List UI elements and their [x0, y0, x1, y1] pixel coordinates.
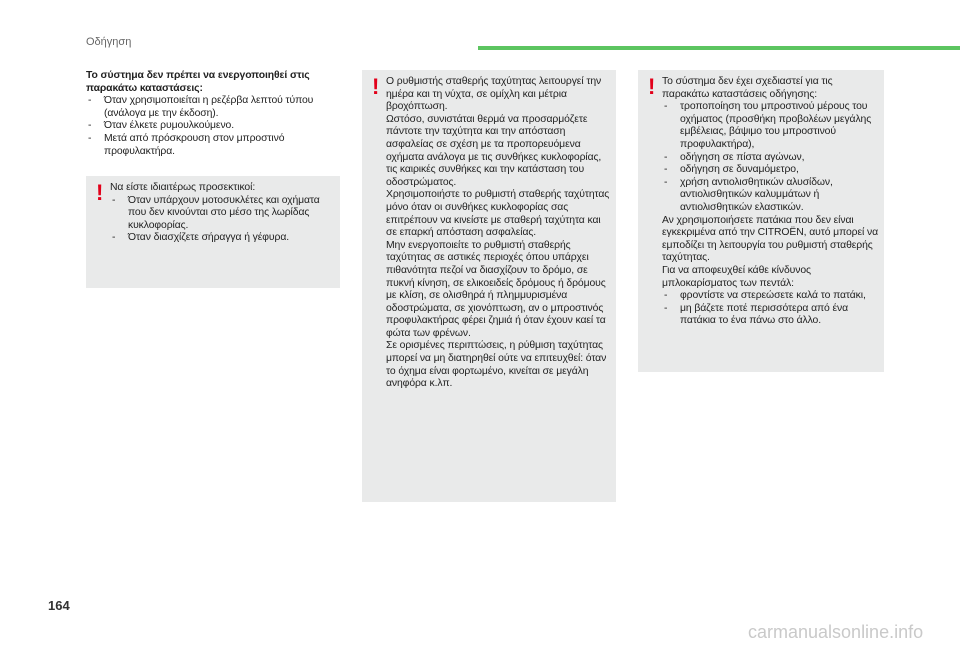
warning-box-caution [86, 176, 340, 288]
warning-box-limitations [638, 70, 884, 372]
warning-paragraph: Αν χρησιμοποιήσετε πατάκια που δεν είναι εγκεκριμένα από την CITROËN, αυτό μπορεί να εμποδίζει τη λειτουργία του ρυθμιστή σταθερής ταχύτητας. [662, 214, 879, 264]
intro-list [86, 95, 342, 158]
list-item: - Όταν διασχίζετε σήραγγα ή γέφυρα. [110, 232, 336, 245]
warning-lead: Το σύστημα δεν έχει σχεδιαστεί για τις παρακάτω καταστάσεις οδήγησης: [662, 76, 833, 100]
list-item: - Όταν υπάρχουν μοτοσυκλέτες και οχήματα που δεν κινούνται στο μέσο της λωρίδας κυκλοφορίας. [110, 195, 336, 233]
warning-paragraph: Για να αποφευχθεί κάθε κίνδυνος μπλοκαρίσματος των πεντάλ: [662, 264, 811, 289]
warning-paragraph: Χρησιμοποιήστε το ρυθμιστή σταθερής ταχύτητας μόνο όταν οι συνθήκες κυκλοφορίας σας επιτρέπουν να κινείστε με σταθερή ταχύτητα και σε επαρκή απόσταση ασφαλείας. [386, 189, 610, 239]
page-number: 164 [48, 598, 70, 613]
warning-content [110, 182, 336, 245]
watermark: carmanualsonline.info [748, 622, 924, 642]
intro-heading: Το σύστημα δεν πρέπει να ενεργοποιηθεί στις παρακάτω καταστάσεις: [86, 70, 310, 94]
list-item: - οδήγηση σε δυναμόμετρο, [662, 164, 882, 177]
list-item: - Όταν χρησιμοποιείται η ρεζέρβα λεπτού τύπου (ανάλογα με την έκδοση). [86, 95, 342, 120]
warning-paragraph: Σε ορισμένες περιπτώσεις, η ρύθμιση ταχύτητας μπορεί να μη διατηρηθεί ούτε να επιτευχθεί: όταν το όχημα είναι φορτωμένο, κινείται σε μεγάλη ανηφόρα κ.λπ. [386, 340, 607, 390]
list-item: - φροντίστε να στερεώσετε καλά το πατάκι, [662, 290, 882, 303]
list-item: - τροποποίηση του μπροστινού μέρους του οχήματος (προσθήκη προβολέων μεγάλης εμβέλειας, βάψιμο του μπροστινού προφυλακτήρα), [662, 101, 882, 151]
warning-lead: Να είστε ιδιαιτέρως προσεκτικοί: [110, 182, 256, 193]
warning-list [662, 290, 882, 328]
section-accent-bar [478, 46, 960, 50]
warning-list [110, 195, 336, 245]
warning-content [662, 76, 882, 328]
exclamation-icon: ! [96, 180, 104, 205]
section-title: Οδήγηση [86, 36, 132, 48]
list-item: - Μετά από πρόσκρουση στον μπροστινό προφυλακτήρα. [86, 133, 342, 158]
exclamation-icon: ! [372, 74, 380, 99]
intro-block [86, 70, 342, 158]
warning-content [386, 76, 614, 391]
warning-box-usage [362, 70, 616, 502]
warning-paragraph: Μην ενεργοποιείτε το ρυθμιστή σταθερής ταχύτητας σε αστικές περιοχές όπου υπάρχει πιθανότητα πεζοί να διασχίζουν το δρόμο, σε πυκνή κίνηση, σε ελικοειδείς δρόμους ή δρόμους με κλίση, σε ολισθηρά ή πλημμυρισμένα οδοστρώματα, σε χιονόπτωση, αν ο μπροστινός προφυλακτήρας φέρει ζημιά ή όταν έχουν καεί τα φώτα των φρένων. [386, 239, 606, 339]
list-item: - οδήγηση σε πίστα αγώνων, [662, 152, 882, 165]
warning-paragraph: Ωστόσο, συνιστάται θερμά να προσαρμόζετε πάντοτε την ταχύτητα και την απόσταση ασφαλείας σε σχέση με τα προπορευόμενα οχήματα ανάλογα με τις συνθήκες κυκλοφορίας, τις καιρικές συνθήκες και την κατάσταση του οδοστρώματος. [386, 113, 602, 188]
warning-list [662, 101, 882, 214]
list-item: - μη βάζετε ποτέ περισσότερα από ένα πατάκια το ένα πάνω στο άλλο. [662, 303, 882, 328]
list-item: - Όταν έλκετε ρυμουλκούμενο. [86, 120, 342, 133]
exclamation-icon: ! [648, 74, 656, 99]
warning-paragraph: Ο ρυθμιστής σταθερής ταχύτητας λειτουργεί την ημέρα και τη νύχτα, σε ομίχλη και μέτρια βροχόπτωση. [386, 76, 602, 113]
list-item: - χρήση αντιολισθητικών αλυσίδων, αντιολισθητικών καλυμμάτων ή αντιολισθητικών ελαστικών. [662, 177, 882, 215]
